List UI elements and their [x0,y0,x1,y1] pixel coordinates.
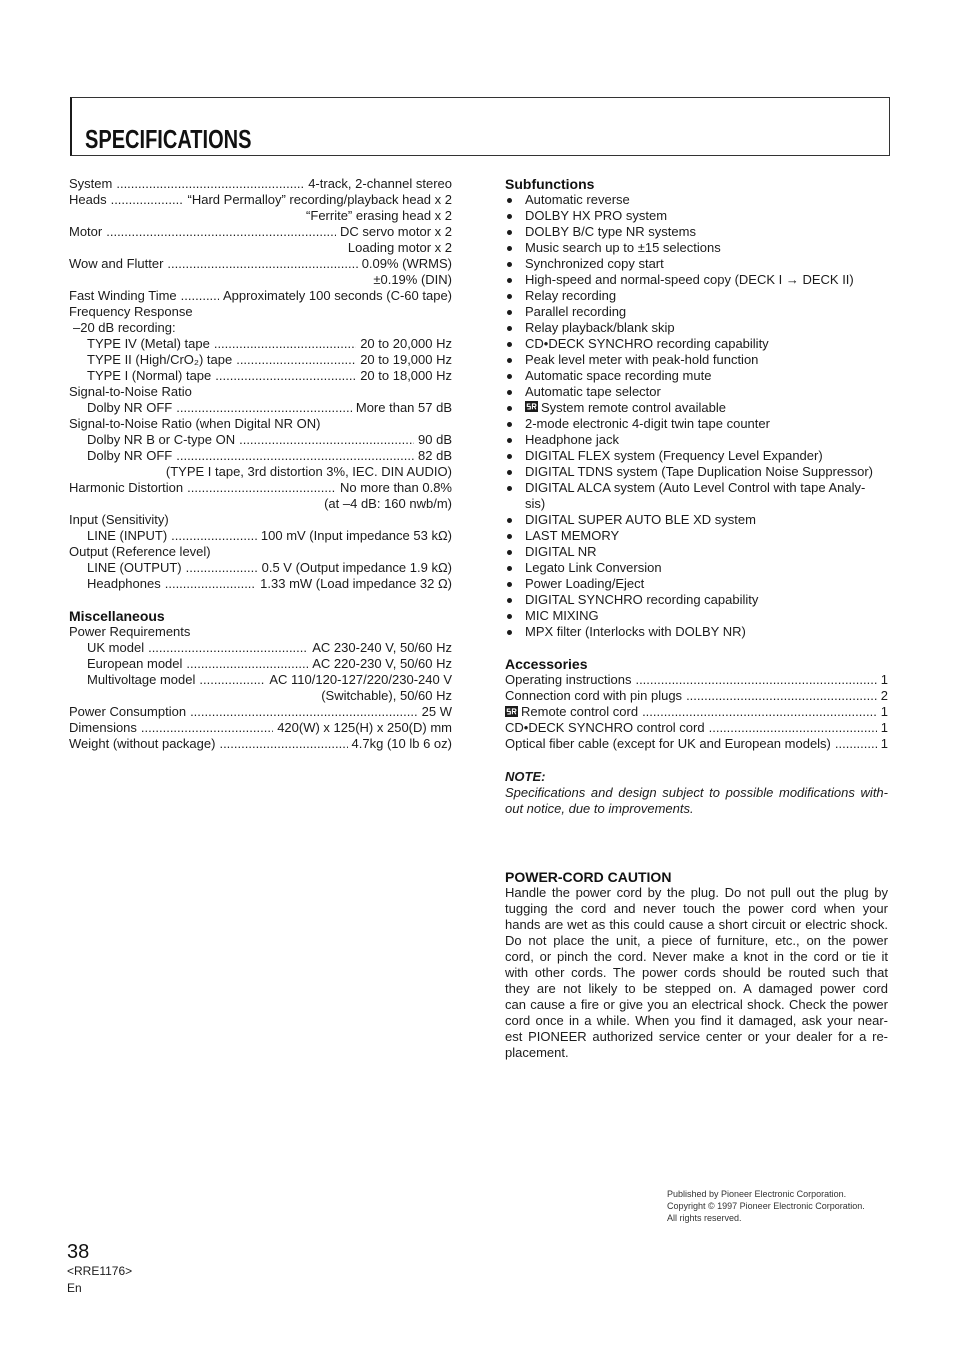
accessory-label-group [505,704,638,720]
spec-label: Harmonic Distortion [69,480,184,495]
subfunction-text: CD•DECK SYNCHRO recording capability [525,336,769,351]
subfunction-item [505,432,888,448]
spec-value: 20 to 19,000 Hz [360,352,452,367]
spec-value-continuation: ±0.19% (DIN) [373,272,452,287]
subfunction-item [505,560,888,576]
subfunction-text: DIGITAL SYNCHRO recording capability [525,592,759,607]
subfunction-item [505,384,888,400]
spec-row-system [69,176,452,192]
caution-line: tugging the cord and never touch the power cord when your [505,901,888,916]
bullet-icon [505,576,525,592]
section-heading-subfunctions: Subfunctions [505,176,595,192]
spec-label: Dolby NR OFF [87,400,173,415]
dot-leader [181,288,219,304]
spec-group-label: Frequency Response [69,304,193,319]
bullet-icon [505,208,525,224]
bullet-icon [505,288,525,304]
bullet-icon [505,464,525,480]
subfunction-text: LAST MEMORY [525,528,620,543]
spec-value-continuation: Loading motor x 2 [347,240,452,255]
subfunction-item [505,592,888,608]
spec-label: Dolby NR B or C-type ON [87,432,236,447]
spec-value: “Hard Permalloy” recording/playback head x 2 [187,192,452,207]
document-code: <RRE1176> [67,1264,133,1278]
dot-leader [236,352,356,368]
accessory-quantity: 1 [880,720,888,735]
subfunction-item [505,320,888,336]
publisher-line: Published by Pioneer Electronic Corporation. [667,1189,847,1199]
dot-leader [686,688,877,704]
language-code: En [67,1281,82,1295]
system-remote-icon [525,401,538,412]
bullet-icon [505,336,525,352]
accessory-row [505,704,888,720]
spec-row-wow-flutter [69,256,452,272]
spec-row-type-i [69,368,452,384]
subfunction-text: Legato Link Conversion [525,560,662,575]
spec-row-fast-winding [69,288,452,304]
dot-leader [186,656,308,672]
bullet-icon [505,368,525,384]
accessory-label: CD•DECK SYNCHRO control cord [505,720,705,735]
bullet-icon [505,624,525,640]
general-specs [69,176,452,592]
subfunction-text: Headphone jack [525,432,619,447]
dot-leader [709,720,877,736]
subfunction-text: System remote control available [541,400,726,415]
bullet-icon [505,272,525,288]
spec-label: Heads [69,192,107,207]
subfunction-item [505,624,888,640]
spec-row-uk-model [69,640,452,656]
subfunction-item [505,464,888,480]
bullet-icon [505,512,525,528]
accessory-row [505,736,888,752]
caution-line: hands are wet as this could cause a short circuit or electric shock. [505,917,888,932]
spec-subgroup-label: –20 dB recording: [73,320,176,335]
spec-value: AC 110/120-127/220/230-240 V [269,672,452,687]
spec-group-label: Power Requirements [69,624,191,639]
spec-label: LINE (INPUT) [87,528,168,543]
spec-row-headphones [69,576,452,592]
bullet-icon [505,224,525,240]
spec-row-type-ii [69,352,452,368]
spec-row-power-consumption [69,704,452,720]
caution-line: placement. [505,1045,569,1060]
bullet-icon [505,480,525,496]
spec-value-continuation: (Switchable), 50/60 Hz [321,688,452,703]
spec-value: 100 mV (Input impedance 53 kΩ) [260,528,452,543]
dot-leader [176,448,414,464]
bullet-icon [505,560,525,576]
subfunction-text: 2-mode electronic 4-digit twin tape counter [525,416,770,431]
spec-value: No more than 0.8% [339,480,452,495]
bullet-icon [505,528,525,544]
spec-row-line-input [69,528,452,544]
spec-label: TYPE I (Normal) tape [87,368,212,383]
caution-line: est PIONEER authorized service center or your dealer for a re- [505,1029,888,1044]
subfunction-text: MPX filter (Interlocks with DOLBY NR) [525,624,746,639]
subfunction-item [505,576,888,592]
accessory-quantity: 2 [880,688,888,703]
spec-label: Motor [69,224,103,239]
dot-leader [215,368,356,384]
spec-row-line-output [69,560,452,576]
dot-leader [186,560,258,576]
dot-leader [199,672,265,688]
dot-leader [214,336,356,352]
subfunction-text: Synchronized copy start [525,256,664,271]
subfunction-item [505,192,888,208]
subfunction-item [505,480,888,496]
bullet-icon [505,256,525,272]
accessory-row [505,688,888,704]
miscellaneous-section [69,608,452,752]
dot-leader [190,704,418,720]
title-box [70,97,890,156]
spec-row-type-iv [69,336,452,352]
subfunction-item [505,400,888,416]
subfunction-item [505,272,888,288]
bullet-icon [505,432,525,448]
subfunction-text: Peak level meter with peak-hold function [525,352,759,367]
subfunction-text: Automatic space recording mute [525,368,712,383]
spec-row-weight [69,736,452,752]
spec-value: 90 dB [418,432,452,447]
subfunction-item [505,608,888,624]
spec-value-continuation: (at –4 dB: 160 nwb/m) [324,496,452,511]
bullet-icon [505,400,525,416]
spec-row-multivoltage-model [69,672,452,688]
spec-value: More than 57 dB [355,400,452,415]
caution-line: cord, or pinch the cord. Never make a knot in the cord or tie it [505,949,888,964]
subfunction-item [505,224,888,240]
dot-leader [176,400,352,416]
subfunction-text: Relay recording [525,288,617,303]
dot-leader [835,736,877,752]
bullet-icon [505,352,525,368]
subfunction-item [505,512,888,528]
subfunction-text: DIGITAL FLEX system (Frequency Level Expander) [525,448,823,463]
spec-group-label: Input (Sensitivity) [69,512,169,527]
caution-line: Handle the power cord by the plug. Do not pull out the plug by [505,885,888,900]
page-number: 38 [67,1241,90,1263]
subfunction-item [505,208,888,224]
bullet-icon [505,544,525,560]
dot-leader [171,528,257,544]
spec-label: Power Consumption [69,704,187,719]
spec-value-continuation: “Ferrite” erasing head x 2 [306,208,452,223]
bullet-icon [505,192,525,208]
dot-leader [239,432,414,448]
bullet-icon [505,592,525,608]
spec-label: TYPE IV (Metal) tape [87,336,210,351]
spec-label: LINE (OUTPUT) [87,560,182,575]
spec-value: 0.5 V (Output impedance 1.9 kΩ) [261,560,452,575]
spec-condition-note: (TYPE I tape, 3rd distortion 3%, IEC. DIN AUDIO) [165,464,452,479]
bullet-icon [505,448,525,464]
dot-leader [141,720,273,736]
spec-group-label: Output (Reference level) [69,544,211,559]
dot-leader [187,480,336,496]
spec-group-label: Signal-to-Noise Ratio [69,384,192,399]
rights-line: All rights reserved. [667,1213,742,1223]
spec-value: 82 dB [418,448,452,463]
accessory-label: Operating instructions [505,672,632,687]
subfunction-item [505,240,888,256]
bullet-icon [505,320,525,336]
spec-value: DC servo motor x 2 [340,224,452,239]
subfunction-text: DOLBY HX PRO system [525,208,668,223]
note-section [505,769,888,817]
section-heading-power-cord-caution: POWER-CORD CAUTION [505,869,672,885]
spec-value: 4.7kg (10 lb 6 oz) [351,736,452,751]
note-line: out notice, due to improvements. [505,801,694,816]
subfunction-text: DIGITAL TDNS system (Tape Duplication Noise Suppressor) [525,464,873,479]
subfunction-item [505,448,888,464]
spec-row-heads [69,192,452,208]
note-heading: NOTE: [505,769,546,784]
page-title: SPECIFICATIONS [85,124,252,154]
accessory-label: Connection cord with pin plugs [505,688,683,703]
bullet-icon [505,384,525,400]
caution-line: cord once in a while. When you find it damaged, ask your near- [505,1013,888,1028]
spec-value: 0.09% (WRMS) [361,256,452,271]
spec-row-harmonic-distortion [69,480,452,496]
spec-label: System [69,176,113,191]
spec-label: Multivoltage model [87,672,196,687]
dot-leader [635,672,876,688]
subfunction-item [505,368,888,384]
spec-label: European model [87,656,183,671]
spec-value: 20 to 20,000 Hz [360,336,452,351]
caution-line: they are not likely to be stepped on. A damaged power cord [505,981,888,996]
accessory-row [505,672,888,688]
spec-group-label: Signal-to-Noise Ratio (when Digital NR ON) [69,416,321,431]
subfunction-text: High-speed and normal-speed copy (DECK I → DECK II) [525,272,854,287]
subfunction-item [505,336,888,352]
bullet-icon [505,304,525,320]
spec-value: 25 W [421,704,452,719]
spec-row-motor [69,224,452,240]
spec-value: 420(W) x 125(H) x 250(D) mm [277,720,452,735]
spec-label: Dolby NR OFF [87,448,173,463]
dot-leader [148,640,308,656]
spec-row-dimensions [69,720,452,736]
subfunction-text: DIGITAL SUPER AUTO BLE XD system [525,512,756,527]
power-cord-caution-section [505,869,888,1061]
dot-leader [165,576,256,592]
section-heading-accessories: Accessories [505,656,588,672]
system-remote-icon [505,706,518,717]
note-line: Specifications and design subject to possible modifications with- [505,785,888,800]
accessory-label: Optical fiber cable (except for UK and European models) [505,736,831,751]
spec-label: TYPE II (High/CrO₂) tape [87,352,233,367]
dot-leader [116,176,304,192]
spec-value: 4-track, 2-channel stereo [308,176,452,191]
subfunction-text: Power Loading/Eject [525,576,645,591]
dot-leader [111,192,184,208]
spec-value: Approximately 100 seconds (C-60 tape) [222,288,452,303]
subfunction-text: Relay playback/blank skip [525,320,675,335]
subfunction-text: Parallel recording [525,304,627,319]
accessory-row [505,720,888,736]
spec-label: Dimensions [69,720,137,735]
spec-row-european-model [69,656,452,672]
accessory-quantity: 1 [880,704,888,719]
subfunction-text: Automatic reverse [525,192,630,207]
spec-value: 20 to 18,000 Hz [360,368,452,383]
publisher-imprint [667,1188,865,1224]
bullet-icon [505,416,525,432]
caution-line: with other cords. The power cords should be routed such that [505,965,888,980]
bullet-icon [505,608,525,624]
subfunction-text: MIC MIXING [525,608,599,623]
dot-leader [642,704,877,720]
subfunction-text: DIGITAL NR [525,544,597,559]
dot-leader [167,256,357,272]
spec-label: Wow and Flutter [69,256,164,271]
spec-label: UK model [87,640,145,655]
subfunction-item [505,352,888,368]
spec-value: AC 220-230 V, 50/60 Hz [312,656,452,671]
accessories-section [505,656,888,752]
subfunction-text: Automatic tape selector [525,384,661,399]
accessory-quantity: 1 [880,672,888,687]
subfunction-item [505,256,888,272]
subfunction-text: DIGITAL ALCA system (Auto Level Control with tape Analy- [525,480,866,495]
dot-leader [219,736,347,752]
spec-label: Fast Winding Time [69,288,177,303]
dot-leader [106,224,336,240]
subfunction-text: Music search up to ±15 selections [525,240,721,255]
bullet-icon [505,240,525,256]
spec-label: Headphones [87,576,161,591]
spec-label: Weight (without package) [69,736,216,751]
spec-row-snr-dolby-off [69,400,452,416]
accessory-quantity: 1 [880,736,888,751]
copyright-line: Copyright © 1997 Pioneer Electronic Corporation. [667,1201,865,1211]
subfunction-item [505,288,888,304]
caution-line: can cause a fire or give you an electrical shock. Check the power [505,997,888,1012]
spec-value: AC 230-240 V, 50/60 Hz [312,640,452,655]
subfunction-item [505,416,888,432]
accessory-label: Remote control cord [521,704,639,719]
subfunction-text-continuation: sis) [525,496,546,511]
subfunction-item [505,528,888,544]
caution-line: Do not place the unit, a piece of furniture, etc., on the power [505,933,888,948]
spec-row-snr-digital-dolby-bc [69,432,452,448]
subfunction-item [505,304,888,320]
section-heading-miscellaneous: Miscellaneous [69,608,165,624]
subfunctions-section [505,176,888,640]
spec-value: 1.33 mW (Load impedance 32 Ω) [260,576,452,591]
subfunction-item [505,544,888,560]
subfunction-text: DOLBY B/C type NR systems [525,224,696,239]
spec-row-snr-digital-dolby-off [69,448,452,464]
